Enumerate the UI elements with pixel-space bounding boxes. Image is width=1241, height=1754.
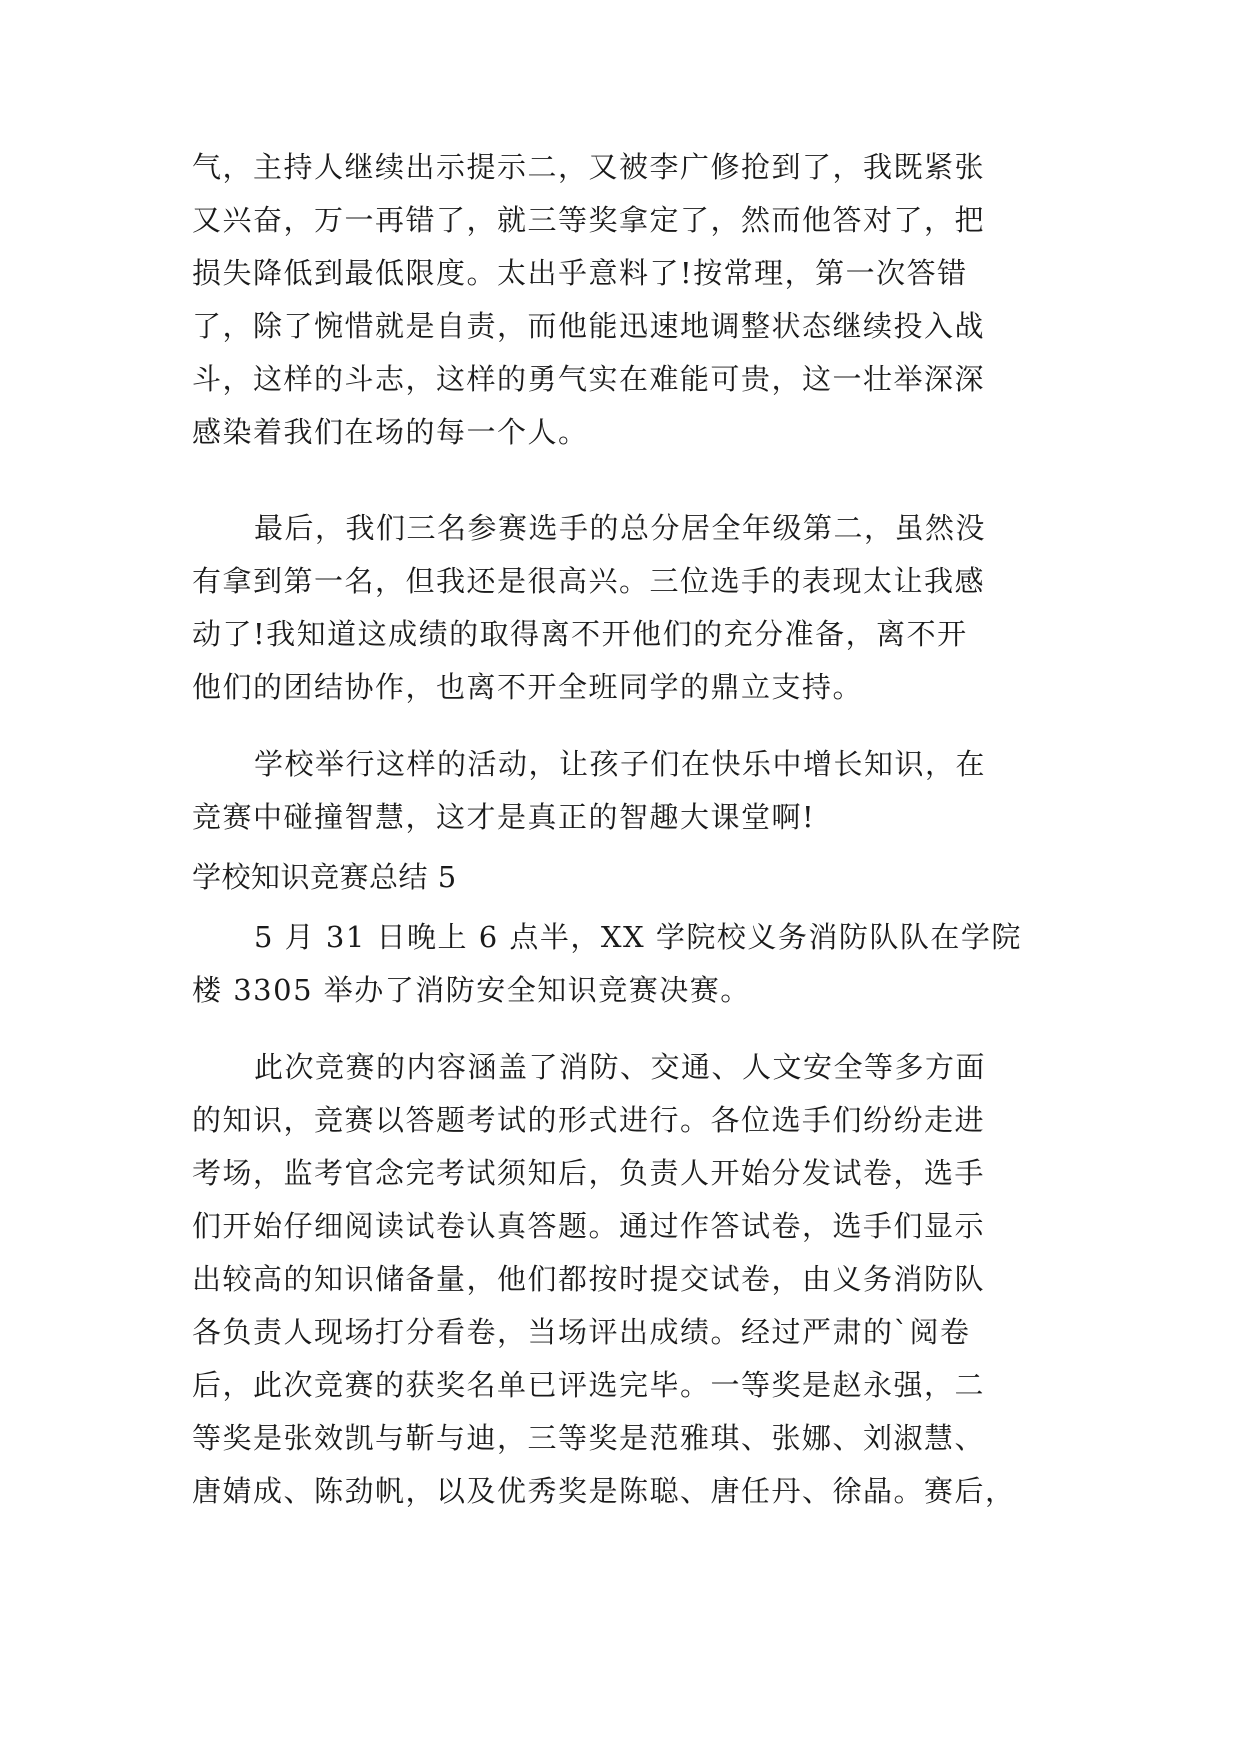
paragraph-line: 此次竞赛的内容涵盖了消防、交通、人文安全等多方面 — [254, 1050, 987, 1084]
paragraph-line: 们开始仔细阅读试卷认真答题。通过作答试卷，选手们显示 — [192, 1209, 986, 1243]
paragraph-line: 损失降低到最低限度。太出乎意料了!按常理，第一次答错 — [192, 256, 968, 290]
paragraph-line: 又兴奋，万一再错了，就三等奖拿定了，然而他答对了，把 — [192, 203, 986, 237]
paragraph-line: 出较高的知识储备量，他们都按时提交试卷，由义务消防队 — [192, 1262, 986, 1296]
paragraph-line: 的知识，竞赛以答题考试的形式进行。各位选手们纷纷走进 — [192, 1103, 986, 1137]
paragraph-line: 5 月 31 日晚上 6 点半，XX 学院校义务消防队队在学院 — [254, 920, 1022, 954]
paragraph-line: 动了!我知道这成绩的取得离不开他们的充分准备，离不开 — [192, 617, 968, 651]
section-heading: 学校知识竞赛总结 5 — [192, 860, 457, 894]
paragraph-line: 考场，监考官念完考试须知后，负责人开始分发试卷，选手 — [192, 1156, 986, 1190]
paragraph-line: 各负责人现场打分看卷，当场评出成绩。经过严肃的`阅卷 — [192, 1315, 971, 1349]
paragraph-line: 他们的团结协作，也离不开全班同学的鼎立支持。 — [192, 670, 864, 704]
paragraph-line: 最后，我们三名参赛选手的总分居全年级第二，虽然没 — [254, 511, 987, 545]
paragraph-line: 气，主持人继续出示提示二，又被李广修抢到了，我既紧张 — [192, 150, 986, 184]
paragraph-line: 斗，这样的斗志，这样的勇气实在难能可贵，这一壮举深深 — [192, 362, 986, 396]
paragraph-line: 唐婧成、陈劲帆，以及优秀奖是陈聪、唐任丹、徐晶。赛后， — [192, 1474, 1016, 1508]
paragraph-line: 楼 3305 举办了消防安全知识竞赛决赛。 — [192, 973, 751, 1007]
paragraph-line: 感染着我们在场的每一个人。 — [192, 415, 589, 449]
paragraph-line: 了，除了惋惜就是自责，而他能迅速地调整状态继续投入战 — [192, 309, 986, 343]
paragraph-line: 学校举行这样的活动，让孩子们在快乐中增长知识，在 — [254, 747, 987, 781]
paragraph-line: 后，此次竞赛的获奖名单已评选完毕。一等奖是赵永强，二 — [192, 1368, 986, 1402]
paragraph-line: 竞赛中碰撞智慧，这才是真正的智趣大课堂啊! — [192, 800, 816, 834]
paragraph-line: 有拿到第一名，但我还是很高兴。三位选手的表现太让我感 — [192, 564, 986, 598]
paragraph-line: 等奖是张效凯与靳与迪，三等奖是范雅琪、张娜、刘淑慧、 — [192, 1421, 986, 1455]
